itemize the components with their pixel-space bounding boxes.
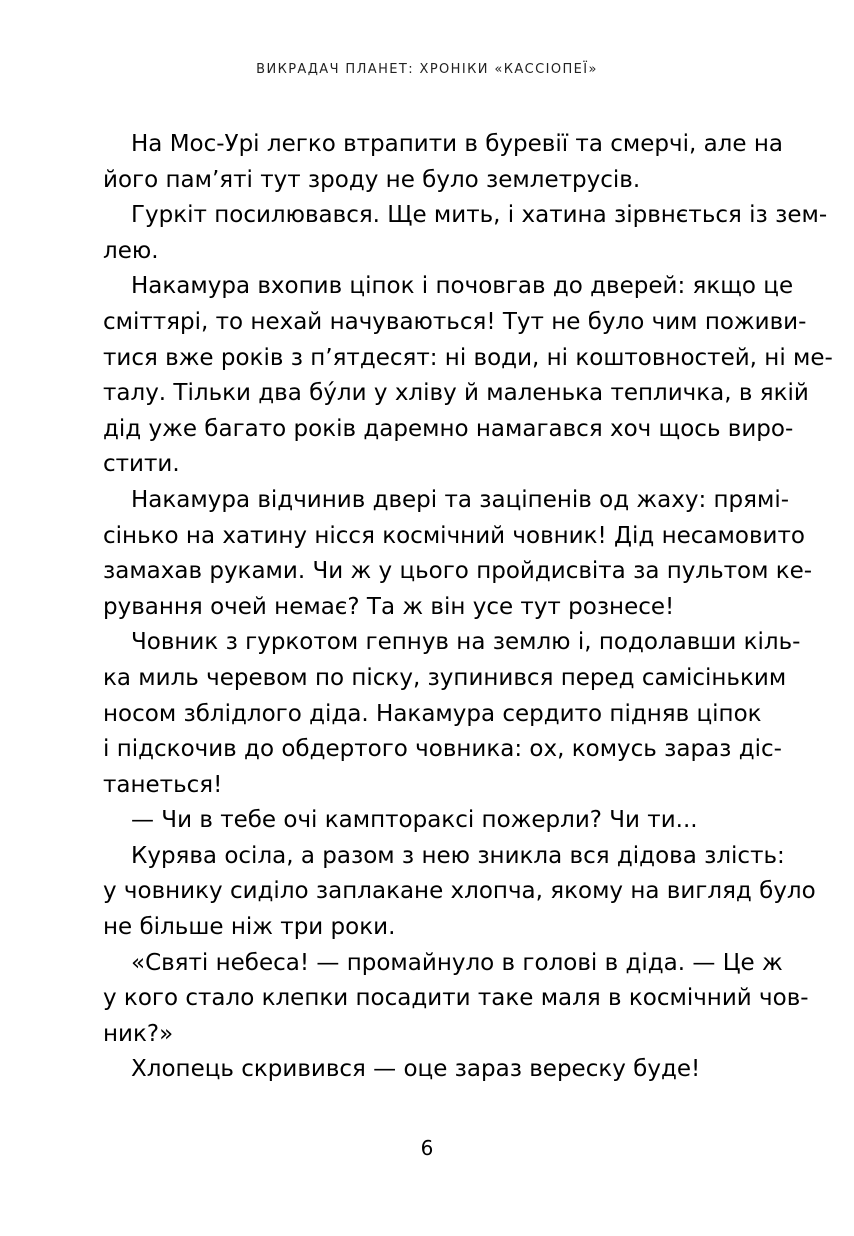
text-line: у кого стало клепки посадити таке маля в космічний чов- [103, 985, 809, 1012]
text-line: дід уже багато років даремно намагався хоч щось виро- [103, 415, 794, 442]
page-number: 6 [420, 1136, 434, 1160]
running-head: ВИКРАДАЧ ПЛАНЕТ: ХРОНІКИ «КАССІОПЕЇ» [256, 62, 598, 77]
text-line: лею. [103, 237, 159, 264]
text-line: Гуркіт посилювався. Ще мить, і хатина зірвнється із зем- [131, 202, 828, 229]
text-line: ка миль черевом по піску, зупинився перед самісіньким [103, 664, 787, 691]
text-line: Човник з гуркотом гепнув на землю і, подолавши кіль- [131, 629, 801, 656]
text-line: танеться! [103, 771, 223, 798]
text-line: носом зблідлого діда. Накамура сердито підняв ціпок [103, 700, 762, 727]
text-line: стити. [103, 451, 180, 478]
text-line: тися вже років з п’ятдесят: ні води, ні коштовностей, ні ме- [103, 344, 833, 371]
text-line: його пам’яті тут зроду не було землетрусів. [103, 166, 641, 193]
text-line: — Чи в тебе очі камптораксі пожерли? Чи ти... [131, 807, 698, 834]
text-line: «Святі небеса! — промайнуло в голові в діда. — Це ж [131, 949, 783, 976]
text-line: ник?» [103, 1020, 174, 1047]
text-line: Накамура відчинив двері та заціпенів од жаху: прямі- [131, 486, 790, 513]
text-line: На Мос-Урі легко втрапити в буревії та смерчі, але на [131, 131, 783, 157]
text-line: і підскочив до обдертого човника: ох, комусь зараз діс- [103, 736, 782, 763]
text-line: Хлопець скривився — оце зараз вереску буде! [131, 1056, 701, 1083]
text-line: сміттярі, то нехай начуваються! Тут не було чим поживи- [103, 308, 807, 335]
text-line: замахав руками. Чи ж у цього пройдисвіта за пультом ке- [103, 558, 813, 585]
text-line: не більше ніж три роки. [103, 914, 396, 941]
text-line: сінько на хатину нісся космічний човник! Дід несамовито [103, 522, 805, 549]
text-line: рування очей немає? Та ж він усе тут рознесе! [103, 593, 675, 620]
text-line: Накамура вхопив ціпок і почовгав до дверей: якщо це [131, 273, 794, 300]
text-line: у човнику сиділо заплакане хлопча, якому на вигляд було [103, 878, 816, 905]
body-text [103, 127, 833, 1088]
text-line: Курява осіла, а разом з нею зникла вся дідова злість: [131, 842, 785, 869]
text-line: талу. Тільки два бу́ли у хліву й маленька тепличка, в якій [103, 380, 809, 407]
